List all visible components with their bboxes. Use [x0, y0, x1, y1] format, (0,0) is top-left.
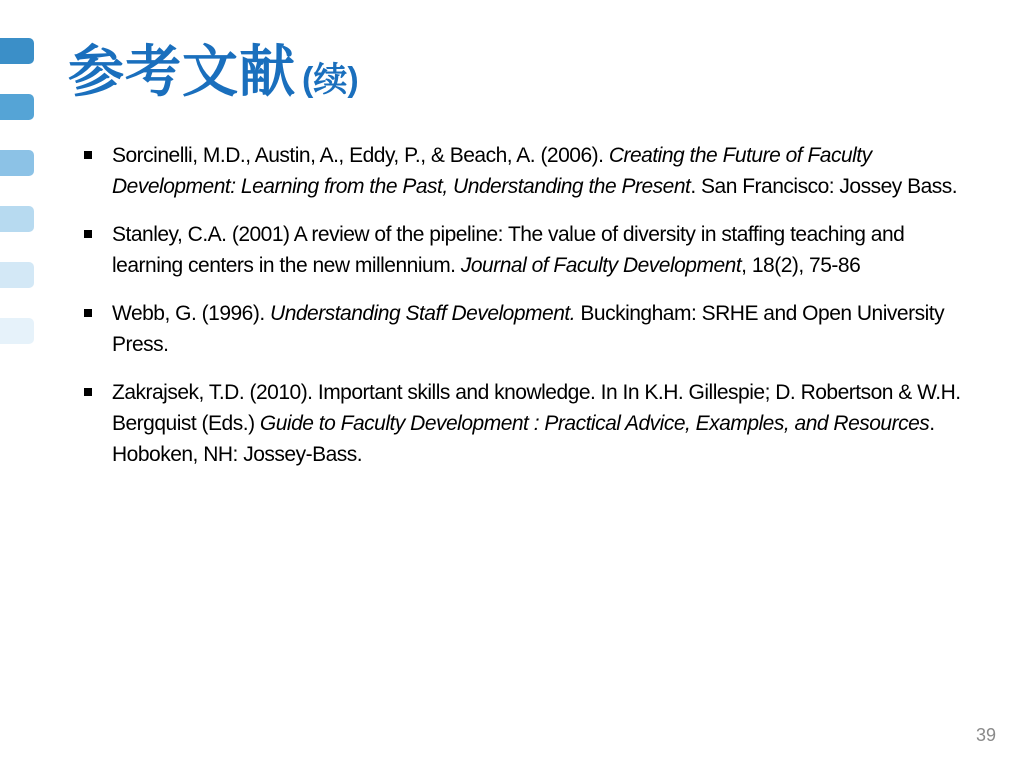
slide-title: [68, 40, 359, 103]
slide-title-main: 参考文献: [68, 40, 296, 103]
square-bullet-icon: [84, 309, 92, 317]
reference-publisher: . San Francisco: Jossey Bass.: [690, 175, 958, 198]
reference-item: [84, 298, 974, 360]
square-bullet-icon: [84, 230, 92, 238]
reference-publisher: . Hoboken, NH: Jossey-Bass.: [112, 412, 935, 466]
decor-square: [0, 94, 34, 120]
reference-text: Stanley, C.A. (2001) A review of the pipeline: The value of diversity in staffing teaching and learning centers in the new millennium.: [112, 223, 905, 277]
decorative-squares: [0, 0, 40, 360]
reference-text: Webb, G. (1996).: [112, 302, 271, 325]
decor-square: [0, 38, 34, 64]
reference-item: [84, 377, 974, 470]
decor-square: [0, 150, 34, 176]
reference-list: [84, 140, 974, 487]
reference-title: Guide to Faculty Development : Practical Advice, Examples, and Resources: [259, 412, 930, 435]
reference-text: Zakrajsek, T.D. (2010). Important skills and knowledge. In In K.H. Gillespie; D. Robertson & W.H. Bergquist (Eds.): [112, 381, 961, 435]
reference-item: [84, 140, 974, 202]
decor-square: [0, 262, 34, 288]
reference-publisher: , 18(2), 75-86: [741, 254, 861, 277]
reference-title: Understanding Staff Development.: [270, 302, 576, 325]
square-bullet-icon: [84, 388, 92, 396]
reference-text: Sorcinelli, M.D., Austin, A., Eddy, P., & Beach, A. (2006).: [112, 144, 609, 167]
reference-publisher: Buckingham: SRHE and Open University Press.: [112, 302, 945, 356]
square-bullet-icon: [84, 151, 92, 159]
page-number: 39: [975, 725, 996, 745]
reference-title: Journal of Faculty Development: [460, 254, 742, 277]
reference-item: [84, 219, 974, 281]
decor-square: [0, 318, 34, 344]
decor-square: [0, 206, 34, 232]
reference-title: Creating the Future of Faculty Development: Learning from the Past, Understanding the Present: [112, 144, 872, 198]
slide-title-suffix: (续): [302, 61, 359, 99]
